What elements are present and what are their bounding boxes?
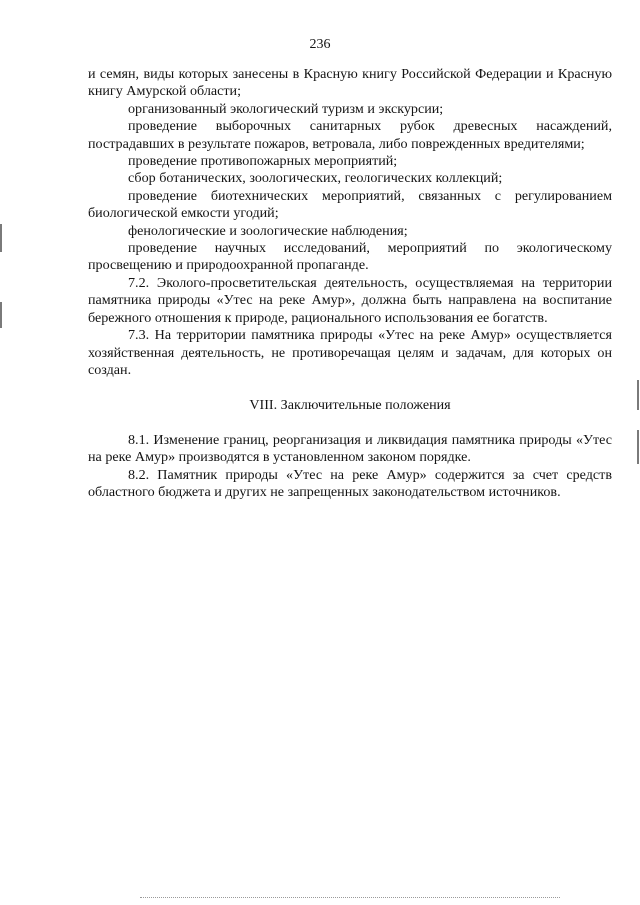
section-title: VIII. Заключительные положения — [249, 397, 451, 414]
clause-8-2: 8.2. Памятник природы «Утес на реке Амур» содержится за счет средств областного бюджета и других не запрещенных законодательством источников. — [88, 466, 612, 500]
right-edge-mark-top — [637, 380, 639, 410]
document-body — [88, 66, 612, 501]
page-number: 236 — [309, 37, 331, 52]
scan-artifact-line — [140, 897, 560, 899]
left-edge-mark-bottom — [0, 302, 2, 328]
list-item-collections: сбор ботанических, зоологических, геологических коллекций; — [128, 170, 503, 187]
list-item-biotechnical: проведение биотехнических мероприятий, связанных с регулированием биологической емкости угодий; — [88, 187, 612, 222]
list-item-sanitary-felling: проведение выборочных санитарных рубок древесных насаждений, пострадавших в результате пожаров, ветровала, либо поврежденных вредителями; — [88, 118, 612, 152]
list-item-fire-prevention: проведение противопожарных мероприятий; — [128, 153, 398, 170]
paragraph-continuation: и семян, виды которых занесены в Красную книгу Российской Федерации и Красную книгу Амурской области; — [88, 66, 612, 100]
list-item-tourism: организованный экологический туризм и экскурсии; — [128, 100, 444, 117]
list-item-research: проведение научных исследований, мероприятий по экологическому просвещению и природоохранной пропаганде. — [88, 240, 612, 274]
right-edge-mark-bottom — [637, 430, 639, 464]
clause-7-3: 7.3. На территории памятника природы «Утес на реке Амур» осуществляется хозяйственная деятельность, не противоречащая целям и задачам, для которых он создан. — [88, 327, 612, 378]
clause-8-1: 8.1. Изменение границ, реорганизация и ликвидация памятника природы «Утес на реке Амур» производятся в установленном законом порядке. — [88, 431, 612, 466]
left-edge-mark-top — [0, 224, 2, 252]
clause-7-2: 7.2. Эколого-просветительская деятельность, осуществляемая на территории памятника природы «Утес на реке Амур», должна быть направлена на воспитание бережного отношения к природе, рационального использования ее богатств. — [88, 274, 612, 326]
list-item-observations: фенологические и зоологические наблюдения; — [128, 222, 408, 239]
